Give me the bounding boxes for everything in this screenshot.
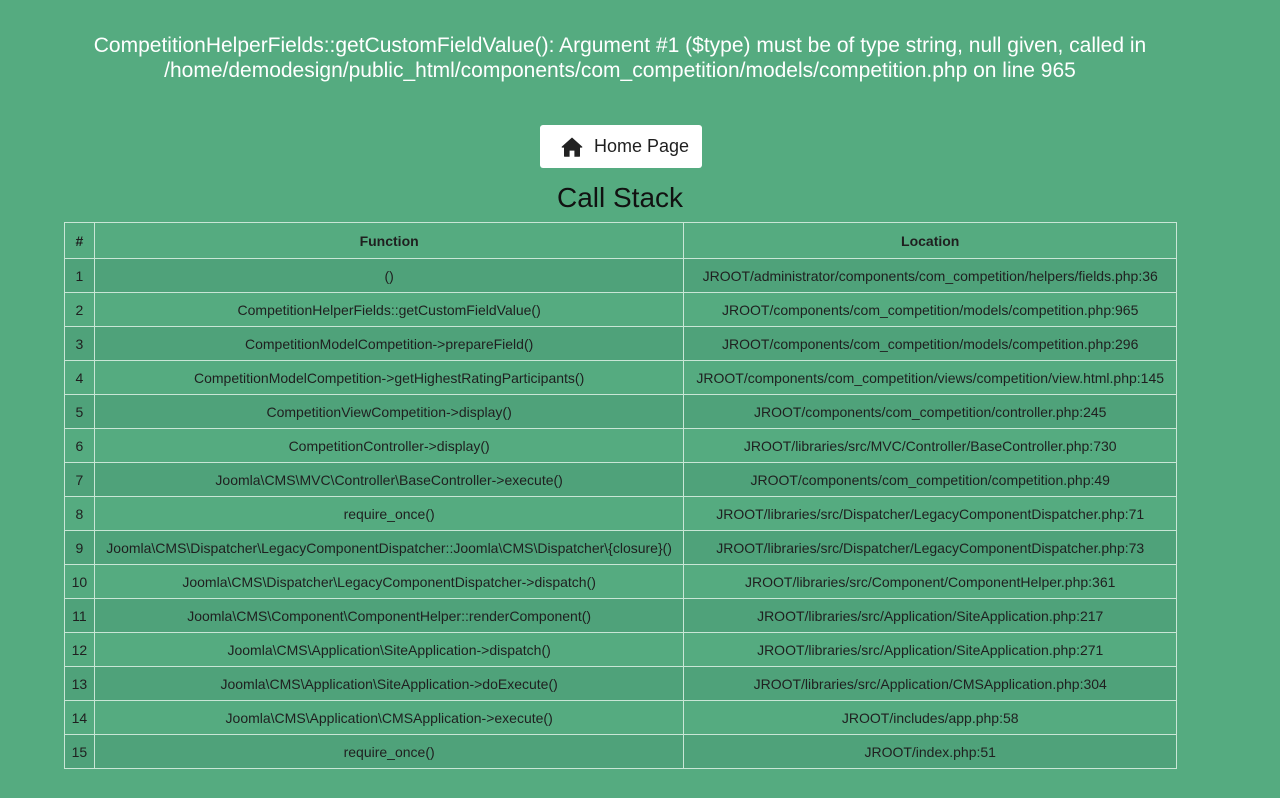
stack-frame-location: JROOT/libraries/src/Dispatcher/LegacyComponentDispatcher.php:71 <box>684 497 1177 531</box>
stack-frame-function: require_once() <box>94 735 684 769</box>
home-page-button[interactable] <box>540 125 702 168</box>
stack-frame-number: 7 <box>65 463 95 497</box>
table-row <box>65 633 1177 667</box>
home-page-label: Home Page <box>594 136 690 156</box>
stack-frame-function: Joomla\CMS\Component\ComponentHelper::renderComponent() <box>94 599 684 633</box>
column-header-function: Function <box>94 223 684 259</box>
stack-frame-number: 10 <box>65 565 95 599</box>
table-header-row <box>65 223 1177 259</box>
stack-frame-function: CompetitionModelCompetition->prepareField() <box>94 327 684 361</box>
stack-frame-number: 4 <box>65 361 95 395</box>
stack-frame-number: 11 <box>65 599 95 633</box>
stack-frame-number: 15 <box>65 735 95 769</box>
stack-frame-location: JROOT/libraries/src/Dispatcher/LegacyComponentDispatcher.php:73 <box>684 531 1177 565</box>
stack-frame-location: JROOT/components/com_competition/views/competition/view.html.php:145 <box>684 361 1177 395</box>
stack-frame-location: JROOT/administrator/components/com_competition/helpers/fields.php:36 <box>684 259 1177 293</box>
column-header-number: # <box>65 223 95 259</box>
table-row <box>65 429 1177 463</box>
table-row <box>65 395 1177 429</box>
call-stack-table <box>64 222 1177 769</box>
stack-frame-location: JROOT/libraries/src/Application/SiteApplication.php:271 <box>684 633 1177 667</box>
table-row <box>65 497 1177 531</box>
stack-frame-location: JROOT/index.php:51 <box>684 735 1177 769</box>
stack-frame-function: Joomla\CMS\MVC\Controller\BaseController->execute() <box>94 463 684 497</box>
stack-frame-function: CompetitionController->display() <box>94 429 684 463</box>
stack-frame-location: JROOT/components/com_competition/controller.php:245 <box>684 395 1177 429</box>
stack-frame-function: CompetitionViewCompetition->display() <box>94 395 684 429</box>
table-row <box>65 565 1177 599</box>
table-row <box>65 667 1177 701</box>
table-row <box>65 531 1177 565</box>
stack-frame-number: 8 <box>65 497 95 531</box>
stack-frame-location: JROOT/libraries/src/Application/CMSApplication.php:304 <box>684 667 1177 701</box>
table-row <box>65 701 1177 735</box>
table-row <box>65 463 1177 497</box>
table-row <box>65 361 1177 395</box>
stack-frame-location: JROOT/components/com_competition/models/competition.php:965 <box>684 293 1177 327</box>
stack-frame-function: CompetitionModelCompetition->getHighestRatingParticipants() <box>94 361 684 395</box>
stack-frame-number: 1 <box>65 259 95 293</box>
stack-frame-number: 14 <box>65 701 95 735</box>
stack-frame-number: 9 <box>65 531 95 565</box>
stack-frame-number: 2 <box>65 293 95 327</box>
error-message <box>0 33 1240 83</box>
table-row <box>65 259 1177 293</box>
stack-frame-function: () <box>94 259 684 293</box>
home-icon <box>561 137 583 157</box>
stack-frame-location: JROOT/libraries/src/Application/SiteApplication.php:217 <box>684 599 1177 633</box>
stack-frame-function: Joomla\CMS\Application\CMSApplication->execute() <box>94 701 684 735</box>
stack-frame-function: Joomla\CMS\Dispatcher\LegacyComponentDispatcher->dispatch() <box>94 565 684 599</box>
stack-frame-function: CompetitionHelperFields::getCustomFieldValue() <box>94 293 684 327</box>
stack-frame-location: JROOT/libraries/src/MVC/Controller/BaseController.php:730 <box>684 429 1177 463</box>
stack-frame-function: Joomla\CMS\Application\SiteApplication->doExecute() <box>94 667 684 701</box>
stack-frame-number: 13 <box>65 667 95 701</box>
stack-frame-location: JROOT/libraries/src/Component/ComponentHelper.php:361 <box>684 565 1177 599</box>
error-message-line-2: /home/demodesign/public_html/components/com_competition/models/competition.php on line 965 <box>164 59 1076 82</box>
column-header-location: Location <box>684 223 1177 259</box>
stack-frame-function: Joomla\CMS\Dispatcher\LegacyComponentDispatcher::Joomla\CMS\Dispatcher\{closure}() <box>94 531 684 565</box>
stack-frame-function: Joomla\CMS\Application\SiteApplication->dispatch() <box>94 633 684 667</box>
stack-frame-location: JROOT/components/com_competition/models/competition.php:296 <box>684 327 1177 361</box>
table-row <box>65 735 1177 769</box>
error-message-line-1: CompetitionHelperFields::getCustomFieldValue(): Argument #1 ($type) must be of type string, null given, called in <box>93 34 1147 57</box>
table-row <box>65 293 1177 327</box>
stack-frame-function: require_once() <box>94 497 684 531</box>
stack-frame-location: JROOT/components/com_competition/competition.php:49 <box>684 463 1177 497</box>
stack-frame-number: 6 <box>65 429 95 463</box>
table-row <box>65 327 1177 361</box>
call-stack-title: Call Stack <box>556 182 684 213</box>
stack-frame-number: 3 <box>65 327 95 361</box>
stack-frame-number: 5 <box>65 395 95 429</box>
table-row <box>65 599 1177 633</box>
stack-frame-location: JROOT/includes/app.php:58 <box>684 701 1177 735</box>
stack-frame-number: 12 <box>65 633 95 667</box>
